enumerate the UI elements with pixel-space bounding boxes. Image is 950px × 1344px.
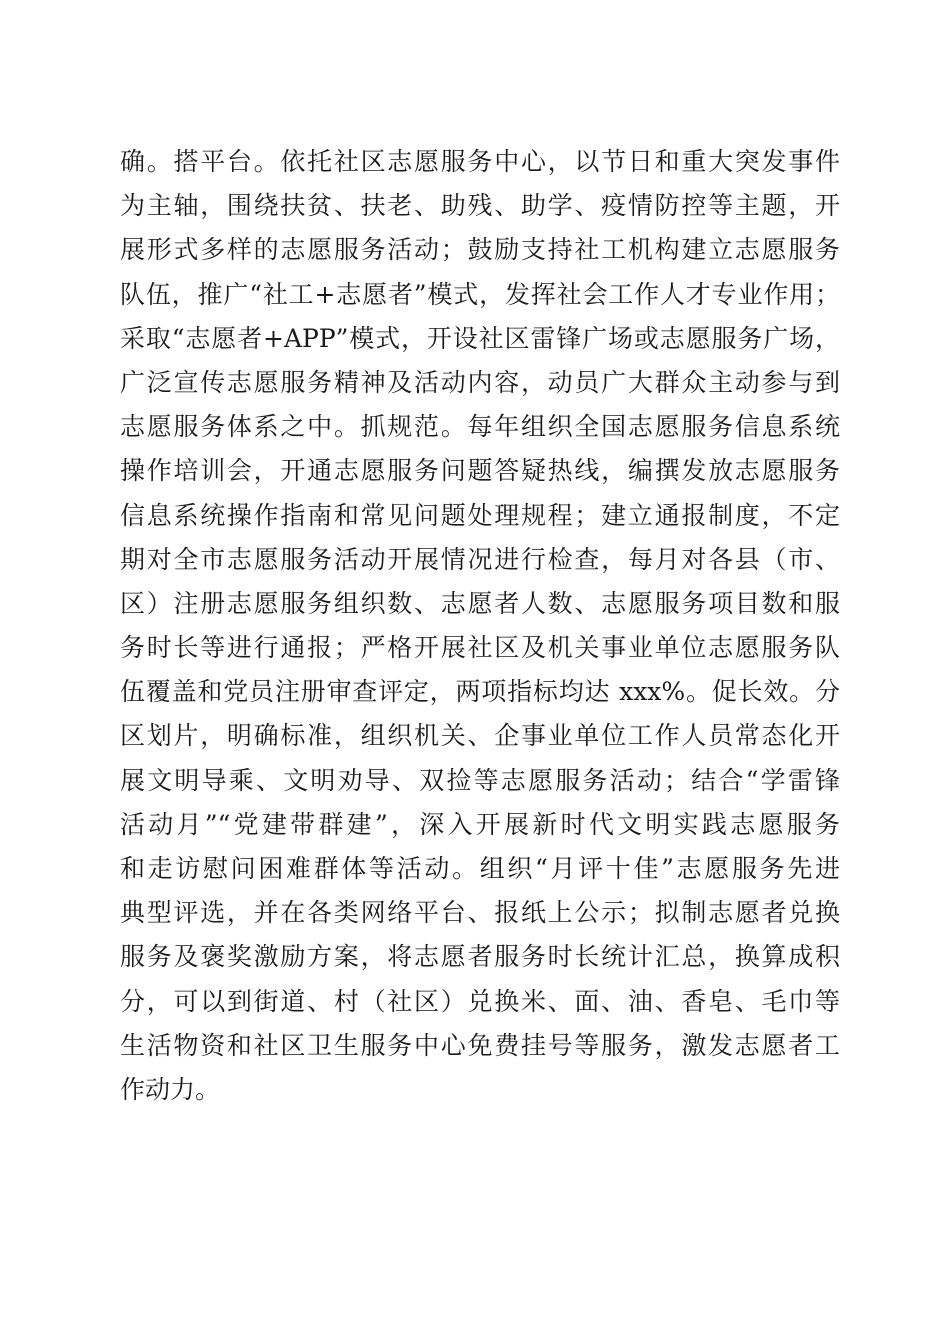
text-line: 和走访慰问困难群体等活动。组织“月评十佳”志愿服务先进	[120, 854, 840, 883]
text-line: 生活物资和社区卫生服务中心免费挂号等服务，激发志愿者工	[120, 1030, 840, 1060]
text-line: 区划片，明确标准，组织机关、企事业单位工作人员常态化开	[120, 721, 840, 751]
text-line: 展形式多样的志愿服务活动；鼓励支持社工机构建立志愿服务	[120, 235, 840, 265]
text-line: 分，可以到街道、村（社区）兑换米、面、油、香皂、毛巾等	[120, 986, 840, 1016]
text-line: 服务及褒奖激励方案，将志愿者服务时长统计汇总，换算成积	[120, 942, 840, 972]
text-line: 采取“志愿者+APP”模式，开设社区雷锋广场或志愿服务广场，	[120, 323, 840, 353]
text-line: 为主轴，围绕扶贫、扶老、助残、助学、疫情防控等主题，开	[120, 191, 840, 221]
text-line: 展文明导乘、文明劝导、双捡等志愿服务活动；结合“学雷锋	[120, 765, 840, 795]
text-line: 确。搭平台。依托社区志愿服务中心，以节日和重大突发事件	[120, 147, 840, 176]
text-line: 区）注册志愿服务组织数、志愿者人数、志愿服务项目数和服	[120, 588, 840, 618]
text-line: 期对全市志愿服务活动开展情况进行检查，每月对各县（市、	[120, 544, 840, 574]
text-line: 务时长等进行通报；严格开展社区及机关事业单位志愿服务队	[120, 633, 840, 663]
text-line: 操作培训会，开通志愿服务问题答疑热线，编撰发放志愿服务	[120, 456, 840, 486]
text-line: 伍覆盖和党员注册审查评定，两项指标均达 xxx%。促长效。分	[120, 677, 840, 707]
text-line: 作动力。	[120, 1074, 221, 1104]
text-line: 信息系统操作指南和常见问题处理规程；建立通报制度，不定	[120, 500, 840, 530]
body-paragraph	[120, 140, 840, 1112]
text-line: 活动月”“党建带群建”，深入开展新时代文明实践志愿服务	[120, 809, 840, 839]
text-line: 志愿服务体系之中。抓规范。每年组织全国志愿服务信息系统	[120, 412, 840, 442]
text-line: 广泛宣传志愿服务精神及活动内容，动员广大群众主动参与到	[120, 367, 840, 397]
text-line: 队伍，推广“社工+志愿者”模式，发挥社会工作人才专业作用；	[120, 279, 840, 309]
text-line: 典型评选，并在各类网络平台、报纸上公示；拟制志愿者兑换	[120, 898, 840, 928]
